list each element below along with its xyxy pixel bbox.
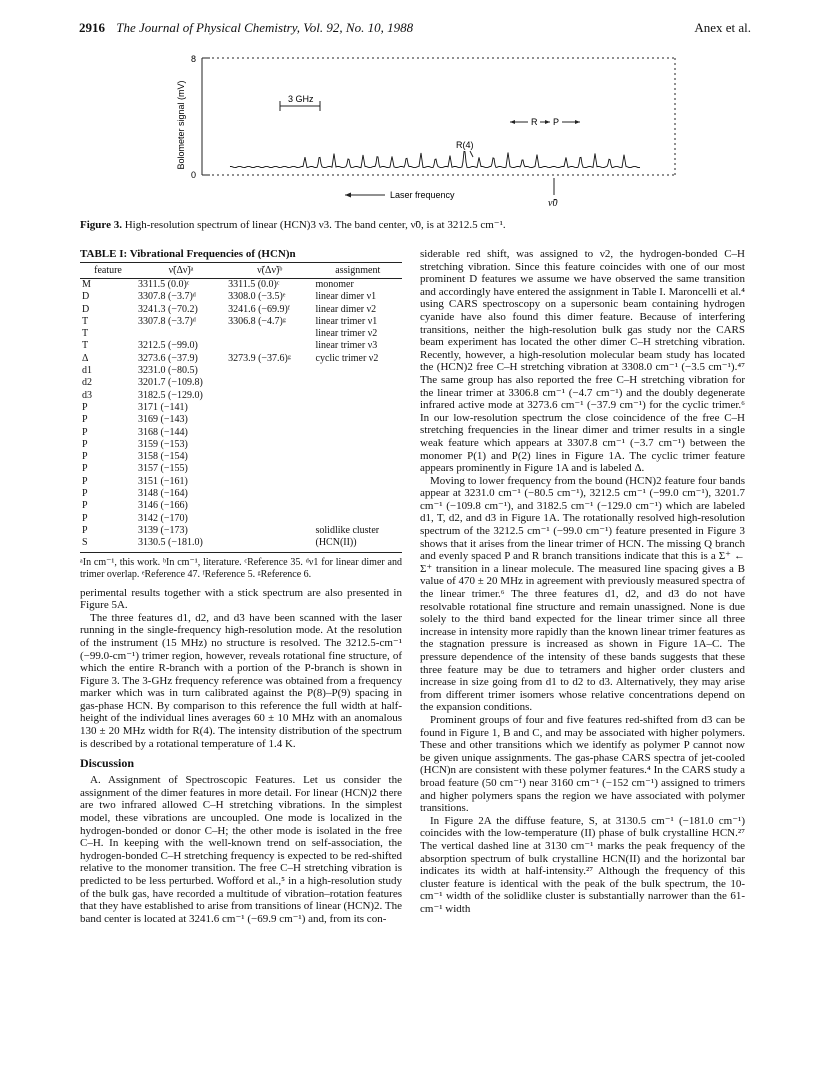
cell-assignment	[314, 476, 403, 488]
table-body	[80, 279, 402, 553]
table-row	[80, 500, 402, 512]
table-row	[80, 402, 402, 414]
cell-this-work: 3201.7 (−109.8)	[138, 377, 203, 389]
y-axis-label: Bolometer signal (mV)	[176, 80, 186, 170]
table-header-assignment: assignment	[314, 263, 403, 279]
cell-feature: S	[80, 537, 136, 552]
table-footnotes: ᵃIn cm⁻¹, this work. ᵇIn cm⁻¹, literature. ᶜReference 35. ᵈν1 for linear dimer and trimer overlap. ᵉReference 47. ᶠReference 5. ᵍReference 6.	[80, 556, 402, 580]
cell-assignment	[314, 427, 403, 439]
cell-feature: P	[82, 426, 88, 438]
cell-this-work: 3159 (−153)	[138, 438, 188, 450]
cell-this-work	[136, 328, 226, 340]
cell-assignment: monomer	[315, 279, 354, 290]
cell-assignment	[314, 377, 403, 389]
table-row	[80, 427, 402, 439]
scale-bar-label: 3 GHz	[288, 94, 314, 104]
cell-assignment	[314, 513, 403, 525]
cell-assignment: (HCN(II))	[314, 537, 403, 552]
cell-literature	[226, 427, 313, 439]
cell-assignment	[314, 451, 403, 463]
spectrum-trace	[230, 151, 640, 167]
caption-label: Figure 3.	[80, 219, 122, 231]
cell-assignment	[314, 439, 403, 451]
section-heading: Discussion	[80, 756, 135, 771]
cell-this-work: 3182.5 (−129.0)	[138, 389, 203, 401]
cell-assignment: solidlike cluster	[315, 524, 380, 536]
cell-literature	[226, 488, 313, 500]
cell-feature: M	[82, 279, 91, 290]
cell-literature	[226, 414, 313, 426]
cell-feature: T	[82, 328, 89, 340]
cell-feature: P	[82, 475, 88, 487]
cell-feature: P	[82, 488, 88, 500]
cell-literature	[226, 402, 313, 414]
figure-caption	[80, 218, 750, 231]
band-center-label: ν̃0	[548, 198, 558, 209]
cell-literature	[226, 451, 313, 463]
cell-literature	[226, 439, 313, 451]
y-tick-bottom: 0	[190, 170, 196, 180]
left-column	[80, 248, 402, 925]
table-title: TABLE I: Vibrational Frequencies of (HCN)n	[80, 248, 296, 260]
cell-literature: 3241.6 (−69.9)ᶠ	[228, 303, 290, 315]
table-row	[80, 390, 402, 402]
cell-literature	[226, 525, 313, 537]
table-row	[80, 463, 402, 475]
cell-assignment	[314, 488, 403, 500]
cell-assignment	[314, 463, 403, 475]
r-branch-label: R	[531, 117, 538, 127]
table-row	[80, 414, 402, 426]
table-row	[80, 365, 402, 377]
cell-literature	[226, 365, 313, 377]
cell-literature	[226, 390, 313, 402]
cell-this-work: 3231.0 (−80.5)	[138, 365, 198, 377]
cell-this-work: 3171 (−141)	[138, 401, 188, 413]
cell-this-work: 3148 (−164)	[138, 488, 188, 500]
cell-feature: d2	[82, 377, 92, 389]
cell-assignment	[314, 402, 403, 414]
cell-feature: P	[82, 451, 88, 463]
y-tick-top: 8	[190, 54, 196, 64]
cell-feature: Δ	[82, 352, 89, 364]
cell-feature: d3	[82, 389, 92, 401]
figure-3-spectrum	[170, 50, 690, 220]
cell-literature: 3311.5 (0.0)ᶜ	[228, 279, 280, 290]
table-header-feature: feature	[80, 263, 136, 279]
body-paragraph: In Figure 2A the diffuse feature, S, at 3130.5 cm⁻¹ (−181.0 cm⁻¹) coincides with the low-temperature (II) phase of bulk crystalline HCN.²⁷ The vertical dashed line at 3130 cm⁻¹ marks the peak frequency of the absorption spectrum of bulk crystalline HCN(II) and the horizontal bar indicates its width at half-intensity.²⁷ Although the frequency of this cluster feature is identical with the peak of the bulk spectrum, the 10-cm⁻¹ width of the solidlike cluster is substantially narrower than the 61-cm⁻¹ width	[420, 814, 745, 915]
cell-literature	[226, 328, 313, 340]
cell-assignment	[314, 365, 403, 377]
cell-literature: 3308.0 (−3.5)ᵉ	[228, 291, 286, 303]
cell-this-work: 3158 (−154)	[138, 451, 188, 463]
cell-feature: P	[82, 512, 88, 524]
cell-this-work: 3157 (−155)	[138, 463, 188, 475]
cell-this-work: 3169 (−143)	[138, 414, 188, 426]
cell-literature: 3306.8 (−4.7)ᵍ	[228, 315, 286, 327]
cell-this-work: 3311.5 (0.0)ᶜ	[138, 279, 190, 290]
cell-feature: P	[82, 438, 88, 450]
cell-this-work: 3139 (−173)	[138, 524, 188, 536]
cell-this-work: 3130.5 (−181.0)	[136, 537, 226, 552]
cell-assignment: linear dimer ν2	[315, 303, 377, 315]
cell-assignment	[314, 414, 403, 426]
cell-literature	[226, 463, 313, 475]
cell-feature: d1	[82, 365, 92, 377]
cell-assignment: linear trimer ν2	[315, 328, 378, 340]
page-number: 2916	[79, 20, 105, 35]
cell-this-work: 3307.8 (−3.7)ᵈ	[138, 291, 196, 303]
cell-this-work: 3307.8 (−3.7)ᵈ	[138, 315, 196, 327]
peak-label-r4: R(4)	[456, 140, 474, 150]
table-row	[80, 340, 402, 352]
cell-assignment: cyclic trimer ν2	[315, 352, 379, 364]
table-row	[80, 316, 402, 328]
cell-feature: D	[82, 303, 90, 315]
table-row	[80, 328, 402, 340]
table-row	[80, 377, 402, 389]
body-paragraph: siderable red shift, was assigned to ν2, the hydrogen-bonded C–H stretching vibration. Since this feature coincides with one of our most prominent D features we assume we have observed the same transition and accordingly have entered the assignment in Table I. Maroncelli et al.⁴ using CARS spectroscopy on a supersonic beam containing hydrogen cyanide have also found this dimer feature. Because of interfering transitions, neither the high-resolution bulk gas study nor the CARS beam experiment has located the other dimer C–H stretching vibration. Recently, however, a high-resolution molecular beam study has located the (HCN)2 free C–H stretching vibration at 3308.0 cm⁻¹ (−3.5 cm⁻¹).⁴⁷ The same group has also reported the free C–H stretching vibration for the linear trimer at 3306.8 cm⁻¹ (−4.7 cm⁻¹) and the doubly degenerate infrared active mode at 3273.6 cm⁻¹ (−37.9 cm⁻¹) for the cyclic trimer.⁶ In our low-resolution spectrum the close coincidence of the free C–H stretching frequencies in the linear dimer and trimer results in a single weak feature which appears at 3307.8 cm⁻¹ (−3.7 cm⁻¹) between the monomer P(1) and P(2) lines in Figure 1A. The cyclic trimer feature appears prominently in Figure 1A and is labeled Δ.	[420, 248, 745, 475]
cell-assignment: linear trimer ν1	[315, 315, 378, 327]
running-header	[79, 20, 413, 36]
body-paragraph: The three features d1, d2, and d3 have been scanned with the laser running in the single-frequency high-resolution mode. At the resolution of the instrument (15 MHz) no structure is resolved. The 3212.5-cm⁻¹ (−99.0-cm⁻¹) trimer region, however, reveals rotational fine structure, of which the entire R-branch with a portion of the P-branch is shown in Figure 3. The 3-GHz frequency reference was obtained from a frequency marker which was in turn calibrated against the P(8)–P(9) spacing in gas-phase HCN. By comparison to this reference the full width at half-height of the individual lines averages 60 ± 10 MHz with an anomalous 130 ± 20 MHz width for R(4). The intensity distribution of the spectrum is described by a rotational temperature of 1.4 K.	[80, 611, 402, 750]
cell-assignment: linear trimer ν3	[315, 340, 378, 352]
cell-this-work: 3146 (−166)	[138, 500, 188, 512]
cell-feature: P	[82, 401, 88, 413]
vibrational-frequencies-table	[80, 262, 402, 553]
body-paragraph: Moving to lower frequency from the bound (HCN)2 feature four bands appear at 3231.0 cm⁻¹ (−80.5 cm⁻¹), 3212.5 cm⁻¹ (−99.0 cm⁻¹), 3201.7 cm⁻¹ (−109.8 cm⁻¹), and 3182.5 cm⁻¹ (−129.0 cm⁻¹) which are labeled d1, T, d2, and d3 in Figure 1A. The rotationally resolved high-resolution spectrum of the 3212.5 cm⁻¹ (−99.0 cm⁻¹) feature presented in Figure 3 shows that it arises from the linear trimer of HCN. The missing Q branch and evenly spaced P and R branch transitions indicate that this is a Σ⁺ ← Σ⁺ transition in a linear molecule. The measured line spacing gives a B value of 470 ± 20 MHz in agreement with previously measured spectra of the linear trimer.⁶ The three features d1, d2, and d3 do not have resolvable rotational fine structure and remain unassigned. None is due solely to the third band expected for the linear trimer since all three increase in intensity more rapidly than the known linear trimer features as the stagnation pressure is increased as shown in Figure 1A–C. The pressure dependence of the intensity of these bands suggests that these three feature may be due to tetramers and higher order clusters and increase in size going from d1 to d2 to d3. Alternatively, they may arise from different trimer isomers whose relative concentrations depend on the expansion conditions.	[420, 474, 745, 714]
table-row	[80, 476, 402, 488]
caption-text: High-resolution spectrum of linear (HCN)3 ν3. The band center, ν̃0, is at 3212.5 cm⁻¹.	[124, 219, 506, 231]
branch-indicator	[510, 120, 580, 124]
x-axis	[345, 193, 385, 198]
cell-literature	[226, 476, 313, 488]
p-branch-label: P	[553, 117, 560, 127]
cell-feature: P	[82, 524, 88, 536]
cell-assignment	[314, 390, 403, 402]
table-header-literature: ν̃(Δν̃)ᵇ	[226, 263, 313, 279]
x-axis-label: Laser frequency	[390, 190, 455, 200]
table-row	[80, 353, 402, 365]
cell-literature: 3273.9 (−37.6)ᵍ	[228, 352, 291, 364]
table-row	[80, 525, 402, 537]
cell-assignment	[314, 500, 403, 512]
cell-this-work: 3168 (−144)	[138, 426, 188, 438]
cell-literature	[226, 500, 313, 512]
cell-feature: T	[82, 340, 89, 352]
discussion-paragraph: A. Assignment of Spectroscopic Features. Let us consider the assignment of the dimer features in more detail. For linear (HCN)2 there are two infrared allowed C–H stretching vibrations. In the simplest model, these vibrations are uncoupled. One mode is localized in the hydrogen-bonded or donor C–H; the other mode is isolated in the free C–H. In keeping with the well-known trend on self-association, the hydrogen-bonded C–H stretching frequency is expected to be red-shifted relative to the monomer transition. The free C–H stretching vibration is predicted to be less perturbed. Wofford et al.,⁵ in a high-resolution study of the bulk gas, have recorded a multitude of vibration–rotation features that they have established to arise from transitions of linear (HCN)2. The band center is located at 3241.6 cm⁻¹ (−69.9 cm⁻¹) and, from its con-	[80, 774, 402, 925]
table-row	[80, 488, 402, 500]
cell-literature	[226, 340, 313, 352]
cell-this-work: 3273.6 (−37.9)	[138, 352, 198, 364]
cell-this-work: 3212.5 (−99.0)	[138, 340, 198, 352]
table-row	[80, 537, 402, 552]
right-column	[420, 248, 745, 915]
table-row	[80, 513, 402, 525]
body-paragraph: Prominent groups of four and five features red-shifted from d3 can be found in Figure 1, B and C, and may be associated with higher polymers. These and other transitions which we identify as polymer P cannot now be given unique assignments. The gas-phase CARS spectra of jet-cooled (HCN)n are consistent with these polymer features.⁴ In the CARS study a broad feature (50 cm⁻¹) near 3160 cm⁻¹ (−152 cm⁻¹) assigned to trimers and higher polymers spans the region we have associated with polymer transitions.	[420, 713, 745, 815]
table-row	[80, 304, 402, 316]
cell-feature: D	[82, 291, 90, 303]
table-row	[80, 291, 402, 303]
body-paragraph: perimental results together with a stick spectrum are also presented in Figure 5A.	[80, 586, 402, 612]
table-row	[80, 279, 402, 292]
cell-feature: P	[82, 463, 88, 475]
cell-feature: P	[82, 500, 88, 512]
cell-this-work: 3241.3 (−70.2)	[138, 303, 198, 315]
plot-frame	[202, 58, 675, 175]
table-row	[80, 451, 402, 463]
cell-feature: P	[82, 414, 88, 426]
table-row	[80, 439, 402, 451]
cell-literature	[226, 537, 313, 552]
cell-assignment: linear dimer ν1	[315, 291, 377, 303]
cell-this-work: 3151 (−161)	[138, 475, 188, 487]
table-header-this-work: ν̃(Δν̃)ᵃ	[136, 263, 226, 279]
cell-feature: T	[82, 315, 89, 327]
author-header: Anex et al.	[694, 20, 751, 35]
cell-literature	[226, 513, 313, 525]
journal-citation: The Journal of Physical Chemistry, Vol. 92, No. 10, 1988	[116, 20, 414, 35]
cell-literature	[226, 377, 313, 389]
cell-this-work: 3142 (−170)	[138, 512, 188, 524]
